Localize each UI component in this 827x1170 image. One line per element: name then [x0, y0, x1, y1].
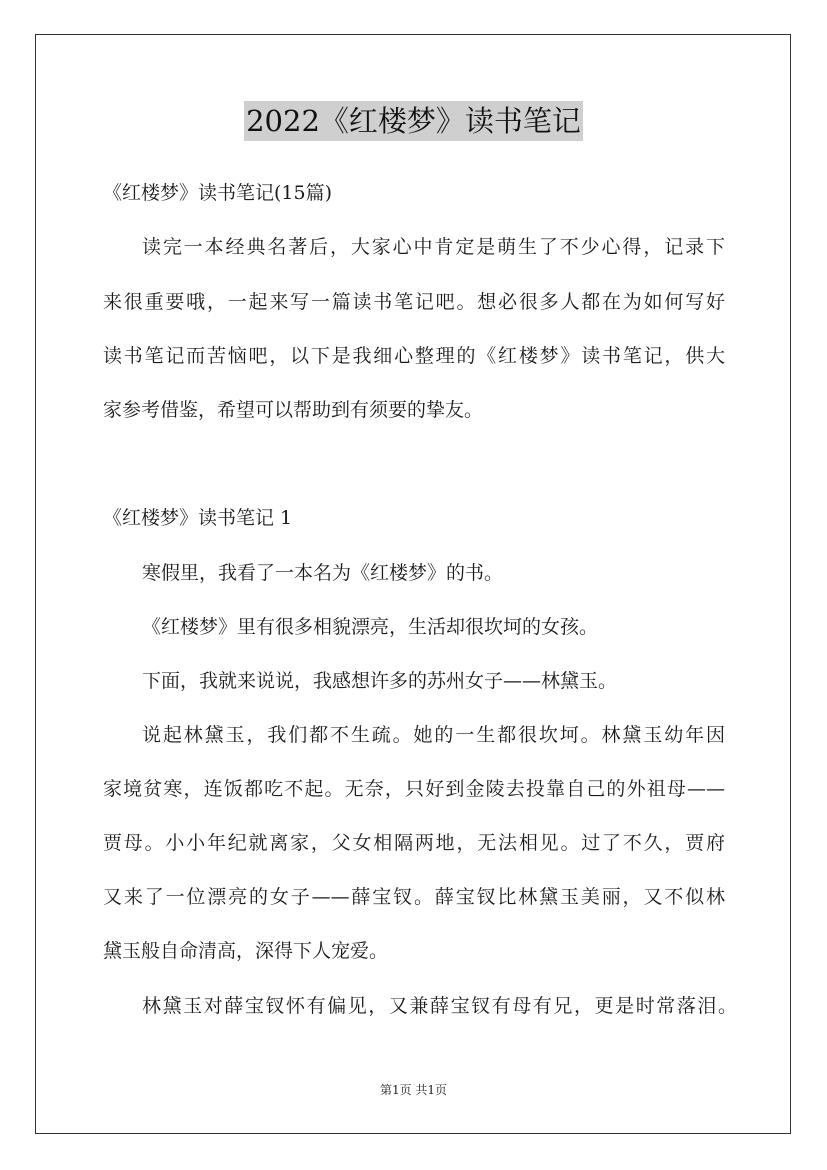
page-number-footer: 第1页 共1页	[379, 1083, 448, 1097]
intro-line-2: 来很重要哦，一起来写一篇读书笔记吧。想必很多人都在为如何写好	[103, 291, 725, 313]
intro-line-3: 读书笔记而苦恼吧，以下是我细心整理的《红楼梦》读书笔记，供大	[103, 345, 725, 367]
body-line-2: 《红楼梦》里有很多相貌漂亮，生活却很坎坷的女孩。	[142, 616, 599, 638]
body-line-5: 家境贫寒，连饭都吃不起。无奈，只好到金陵去投靠自己的外祖母——	[103, 778, 725, 800]
section-heading: 《红楼梦》读书笔记 1	[103, 507, 293, 529]
intro-line-4: 家参考借鉴，希望可以帮助到有须要的挚友。	[103, 399, 484, 421]
body-line-6: 贾母。小小年纪就离家，父女相隔两地，无法相见。过了不久，贾府	[103, 832, 725, 854]
document-title: 2022《红楼梦》读书笔记	[244, 101, 583, 141]
body-line-4: 说起林黛玉，我们都不生疏。她的一生都很坎坷。林黛玉幼年因	[142, 724, 725, 746]
body-line-3: 下面，我就来说说，我感想许多的苏州女子——林黛玉。	[142, 670, 618, 692]
intro-line-1: 读完一本经典名著后，大家心中肯定是萌生了不少心得，记录下	[142, 236, 725, 258]
title-container	[0, 101, 827, 141]
document-subtitle: 《红楼梦》读书笔记(15篇)	[103, 182, 333, 204]
body-line-8: 黛玉般自命清高，深得下人宠爱。	[103, 940, 389, 962]
body-line-7: 又来了一位漂亮的女子——薛宝钗。薛宝钗比林黛玉美丽，又不似林	[103, 886, 725, 908]
body-line-9: 林黛玉对薛宝钗怀有偏见，又兼薛宝钗有母有兄，更是时常落泪。	[142, 995, 737, 1017]
body-line-1: 寒假里，我看了一本名为《红楼梦》的书。	[142, 562, 504, 584]
